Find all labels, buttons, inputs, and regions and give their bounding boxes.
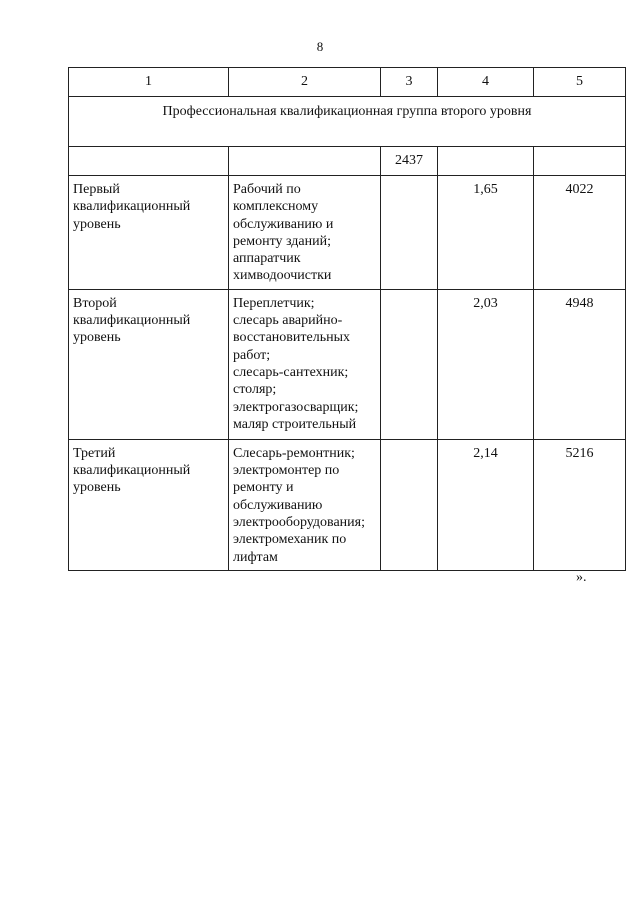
coefficient: 2,03: [438, 289, 534, 439]
base-salary: 2437: [381, 147, 438, 176]
column-number-1: 1: [69, 68, 229, 97]
base-empty-cell-5: [534, 147, 626, 176]
coefficient: 2,14: [438, 439, 534, 570]
base-salary-row: [69, 147, 626, 176]
empty-cell: [381, 439, 438, 570]
positions-list: Слесарь-ремонтник; электромонтер по ремонту и обслуживанию электрооборудования; электромеханик по лифтам: [229, 439, 381, 570]
positions-list: Переплетчик; слесарь аварийно- восстановительных работ; слесарь-сантехник; столяр; электрогазосварщик; маляр строительный: [229, 289, 381, 439]
qualification-level: Третий квалификационный уровень: [69, 439, 229, 570]
column-number-5: 5: [534, 68, 626, 97]
salary-amount: 5216: [534, 439, 626, 570]
salary-amount: 4948: [534, 289, 626, 439]
coefficient: 1,65: [438, 176, 534, 290]
page-number: 8: [316, 39, 324, 54]
group-title-row: [69, 97, 626, 147]
column-number-4: 4: [438, 68, 534, 97]
positions-list: Рабочий по комплексному обслуживанию и ремонту зданий; аппаратчик химводоочистки: [229, 176, 381, 290]
group-title: Профессиональная квалификационная группа второго уровня: [69, 97, 626, 147]
base-empty-cell-1: [69, 147, 229, 176]
base-empty-cell-4: [438, 147, 534, 176]
column-number-3: 3: [381, 68, 438, 97]
table-row: [69, 176, 626, 290]
column-number-row: [69, 68, 626, 97]
qualification-level: Второй квалификационный уровень: [69, 289, 229, 439]
column-number-2: 2: [229, 68, 381, 97]
base-empty-cell-2: [229, 147, 381, 176]
salary-table: [68, 67, 626, 571]
empty-cell: [381, 289, 438, 439]
qualification-level: Первый квалификационный уровень: [69, 176, 229, 290]
closing-quote-mark: ».: [576, 570, 587, 585]
salary-amount: 4022: [534, 176, 626, 290]
table-row: [69, 439, 626, 570]
table-row: [69, 289, 626, 439]
empty-cell: [381, 176, 438, 290]
